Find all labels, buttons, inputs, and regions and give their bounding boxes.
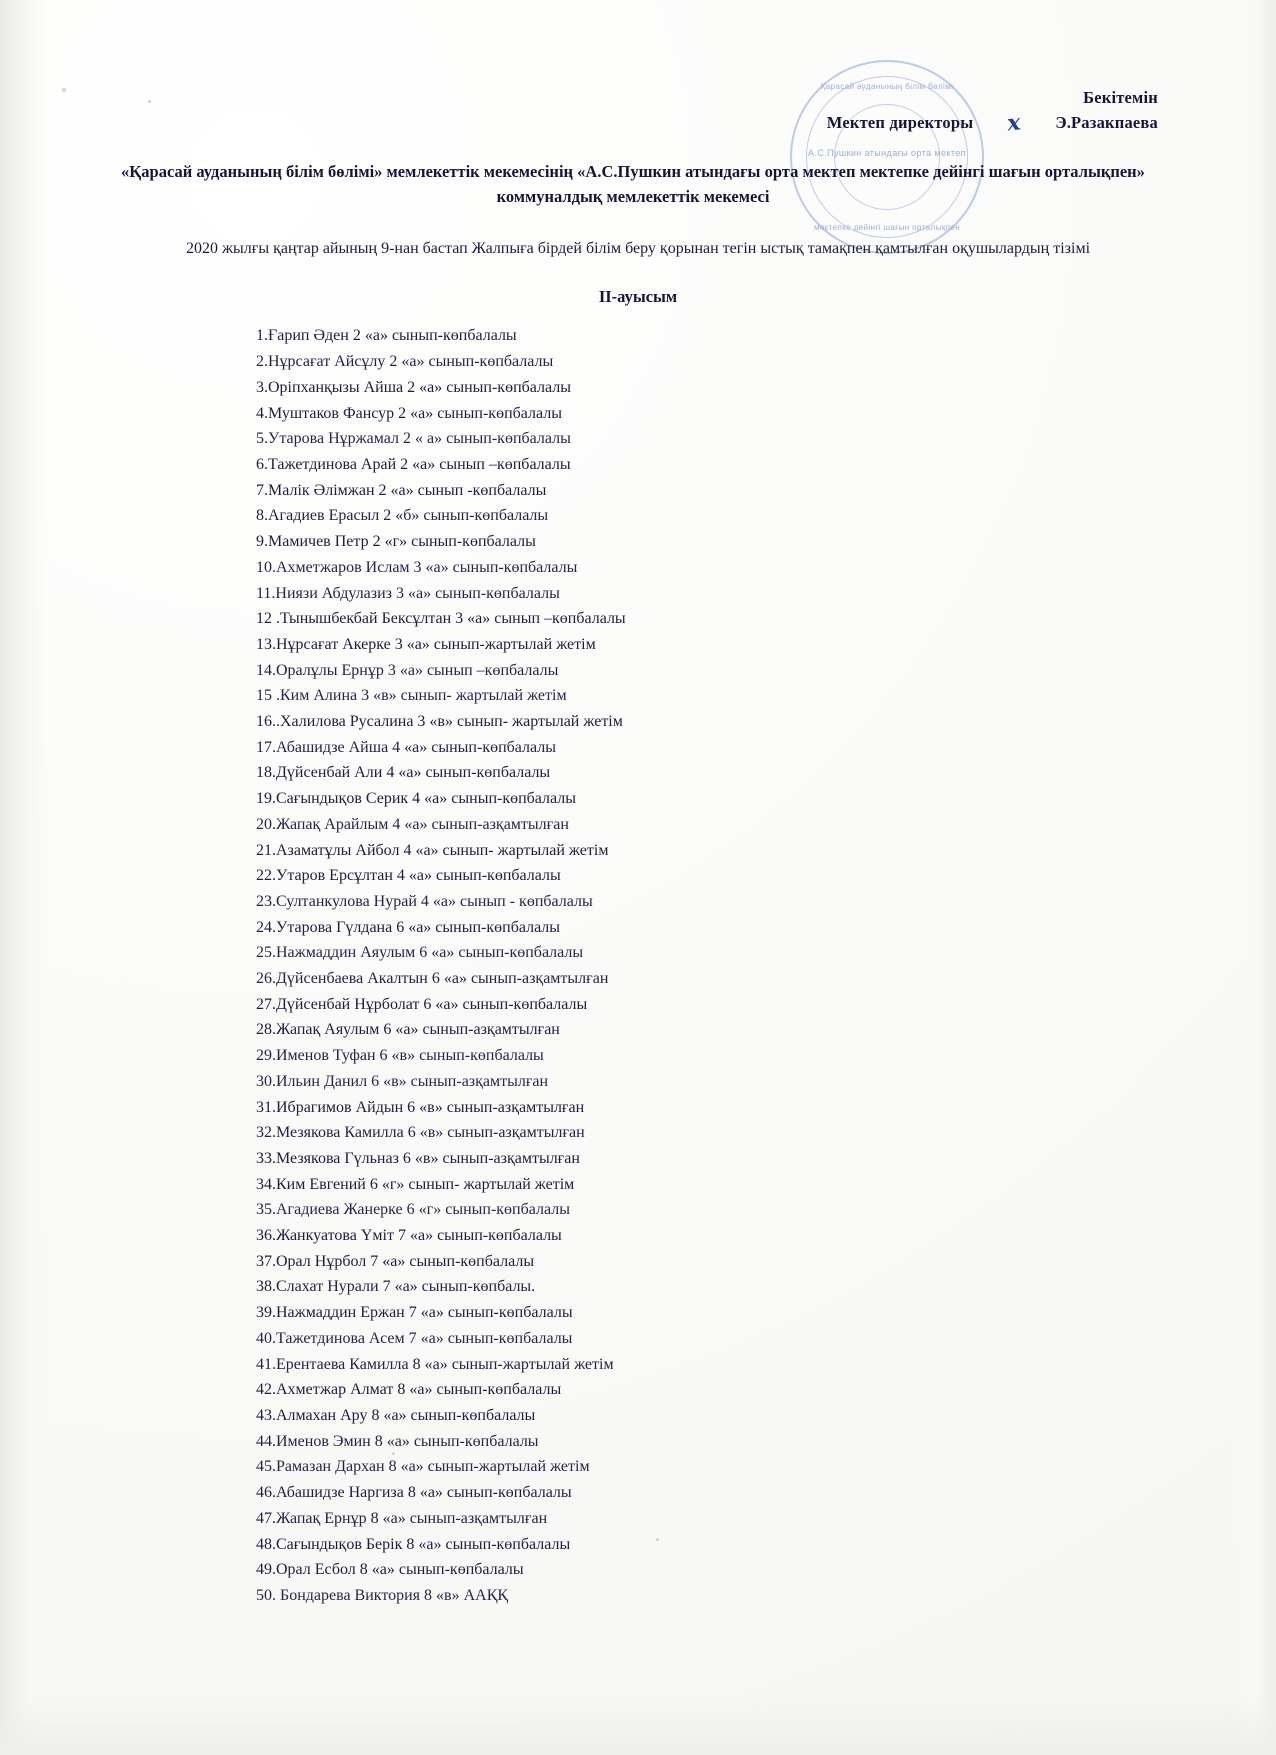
list-item: 35.Агадиева Жанерке 6 «г» сынып-көпбалалы — [256, 1201, 570, 1219]
list-item: 30.Ильин Данил 6 «в» сынып-азқамтылған — [256, 1072, 549, 1090]
list-item: 4.Муштаков Фансур 2 «а» сынып-көпбалалы — [256, 404, 562, 422]
list-item: 17.Абашидзе Айша 4 «а» сынып-көпбалалы — [256, 738, 556, 756]
organization-title: «Қарасай ауданының білім бөлімі» мемлекеттік мекемесінің «А.С.Пушкин атындағы орта мектеп мектепке дейінгі шағын орталықпен» коммуналдық мемлекеттік мекемесі — [121, 161, 1145, 207]
list-item: 16..Халилова Русалина 3 «в» сынып- жартылай жетім — [256, 713, 623, 731]
list-item: 8.Агадиев Ерасыл 2 «б» сынып-көпбалалы — [256, 507, 549, 525]
stamp-middle-text: А.С.Пушкин атындағы орта мектеп — [808, 148, 966, 158]
list-item: 14.Оралұлы Ернұр 3 «а» сынып –көпбалалы — [256, 661, 559, 679]
list-item: 27.Дүйсенбай Нұрболат 6 «а» сынып-көпбалалы — [256, 995, 588, 1013]
list-item: 50. Бондарева Виктория 8 «в» ААҚҚ — [256, 1586, 509, 1604]
list-item: 36.Жанкуатова Үміт 7 «а» сынып-көпбалалы — [256, 1227, 562, 1245]
list-item: 5.Утарова Нұржамал 2 « а» сынып-көпбалалы — [256, 430, 571, 448]
list-item: 13.Нұрсағат Акерке 3 «а» сынып-жартылай жетім — [256, 635, 596, 653]
student-list — [70, 323, 1206, 1608]
list-item: 33.Мезякова Гүльназ 6 «в» сынып-азқамтылған — [256, 1149, 580, 1167]
page-edge-shadow-bottom — [0, 1695, 1276, 1755]
list-item: 43.Алмахан Ару 8 «а» сынып-көпбалалы — [256, 1407, 536, 1424]
list-item: 49.Орал Есбол 8 «а» сынып-көпбалалы — [256, 1561, 524, 1579]
list-item: 34.Ким Евгений 6 «г» сынып- жартылай жетім — [256, 1175, 575, 1193]
list-item: 11.Ниязи Абдулазиз 3 «а» сынып-көпбалалы — [256, 584, 560, 602]
list-item: 48.Сағындықов Берік 8 «а» сынып-көпбалалы — [256, 1535, 571, 1553]
list-item: 40.Тажетдинова Асем 7 «а» сынып-көпбалалы — [256, 1329, 573, 1347]
list-item: 25.Нажмаддин Аяулым 6 «а» сынып-көпбалалы — [256, 944, 584, 962]
list-item: 38.Слахат Нурали 7 «а» сынып-көпбалы. — [256, 1278, 536, 1296]
approval-line-1: Бекітемін — [1083, 88, 1158, 107]
list-item: 22.Утаров Ерсұлтан 4 «а» сынып-көпбалалы — [256, 867, 561, 885]
list-item: 9.Мамичев Петр 2 «г» сынып-көпбалалы — [256, 533, 536, 551]
approval-block — [70, 86, 1206, 137]
list-item: 3.Оріпханқызы Айша 2 «а» сынып-көпбалалы — [256, 378, 571, 396]
stamp-top-text: Қарасай ауданының білім бөлімі — [820, 82, 954, 91]
list-item: 45.Рамазан Дархан 8 «а» сынып-жартылай жетім — [256, 1458, 590, 1476]
director-name: Э.Разакпаева — [1055, 113, 1158, 133]
list-item: 46.Абашидзе Наргиза 8 «а» сынып-көпбалалы — [256, 1484, 572, 1502]
document-subtitle: 2020 жылғы қаңтар айының 9-нан бастап Жалпыға бірдей білім беру қорынан тегін ыстық тамақпен қамтылған оқушылардың тізімі — [185, 239, 1091, 257]
list-item: 15 .Ким Алина 3 «в» сынып- жартылай жетім — [256, 687, 567, 705]
list-item: 1.Ғарип Әден 2 «а» сынып-көпбалалы — [256, 327, 517, 345]
list-item: 12 .Тынышбекбай Бексұлтан 3 «а» сынып –көпбалалы — [256, 610, 626, 628]
list-item: 21.Азаматұлы Айбол 4 «а» сынып- жартылай жетім — [256, 841, 609, 859]
list-item: 44.Именов Эмин 8 «а» сынып-көпбалалы — [256, 1432, 539, 1450]
shift-heading: II-ауысым — [598, 287, 678, 307]
list-item: 7.Малік Әлімжан 2 «а» сынып -көпбалалы — [256, 481, 547, 499]
list-item: 39.Нажмаддин Ержан 7 «а» сынып-көпбалалы — [256, 1304, 573, 1322]
list-item: 18.Дүйсенбай Али 4 «а» сынып-көпбалалы — [256, 764, 551, 782]
list-item: 37.Орал Нұрбол 7 «а» сынып-көпбалалы — [256, 1252, 535, 1270]
list-item: 10.Ахметжаров Ислам 3 «а» сынып-көпбалалы — [256, 558, 578, 576]
list-item: 41.Ерентаева Камилла 8 «а» сынып-жартылай жетім — [256, 1355, 614, 1373]
director-label: Мектеп директоры — [826, 113, 974, 133]
list-item: 19.Сағындықов Серик 4 «а» сынып-көпбалалы — [256, 790, 577, 808]
list-item: 31.Ибрагимов Айдын 6 «в» сынып-азқамтылған — [256, 1098, 585, 1116]
list-item: 28.Жапақ Аяулым 6 «а» сынып-азқамтылған — [256, 1021, 560, 1039]
list-item: 20.Жапақ Арайлым 4 «а» сынып-азқамтылған — [256, 815, 569, 833]
approval-line-2 — [70, 111, 1158, 137]
list-item: 23.Султанкулова Нурай 4 «а» сынып - көпбалалы — [256, 892, 593, 910]
list-item: 29.Именов Туфан 6 «в» сынып-көпбалалы — [256, 1047, 544, 1065]
list-item: 42.Ахметжар Алмат 8 «а» сынып-көпбалалы — [256, 1381, 562, 1399]
list-item: 6.Тажетдинова Арай 2 «а» сынып –көпбалалы — [256, 455, 571, 473]
stamp-bottom-text: мектепке дейінгі шағын орталықпен — [813, 223, 961, 232]
list-item: 47.Жапақ Ернұр 8 «а» сынып-азқамтылған — [256, 1509, 548, 1527]
list-item: 32.Мезякова Камилла 6 «в» сынып-азқамтылған — [256, 1124, 585, 1142]
list-item: 26.Дүйсенбаева Акалтын 6 «а» сынып-азқамтылған — [256, 970, 609, 988]
signature-icon: x — [1006, 109, 1023, 137]
list-item: 24.Утарова Гүлдана 6 «а» сынып-көпбалалы — [256, 918, 561, 936]
list-item: 2.Нұрсағат Айсұлу 2 «а» сынып-көпбалалы — [256, 353, 554, 371]
